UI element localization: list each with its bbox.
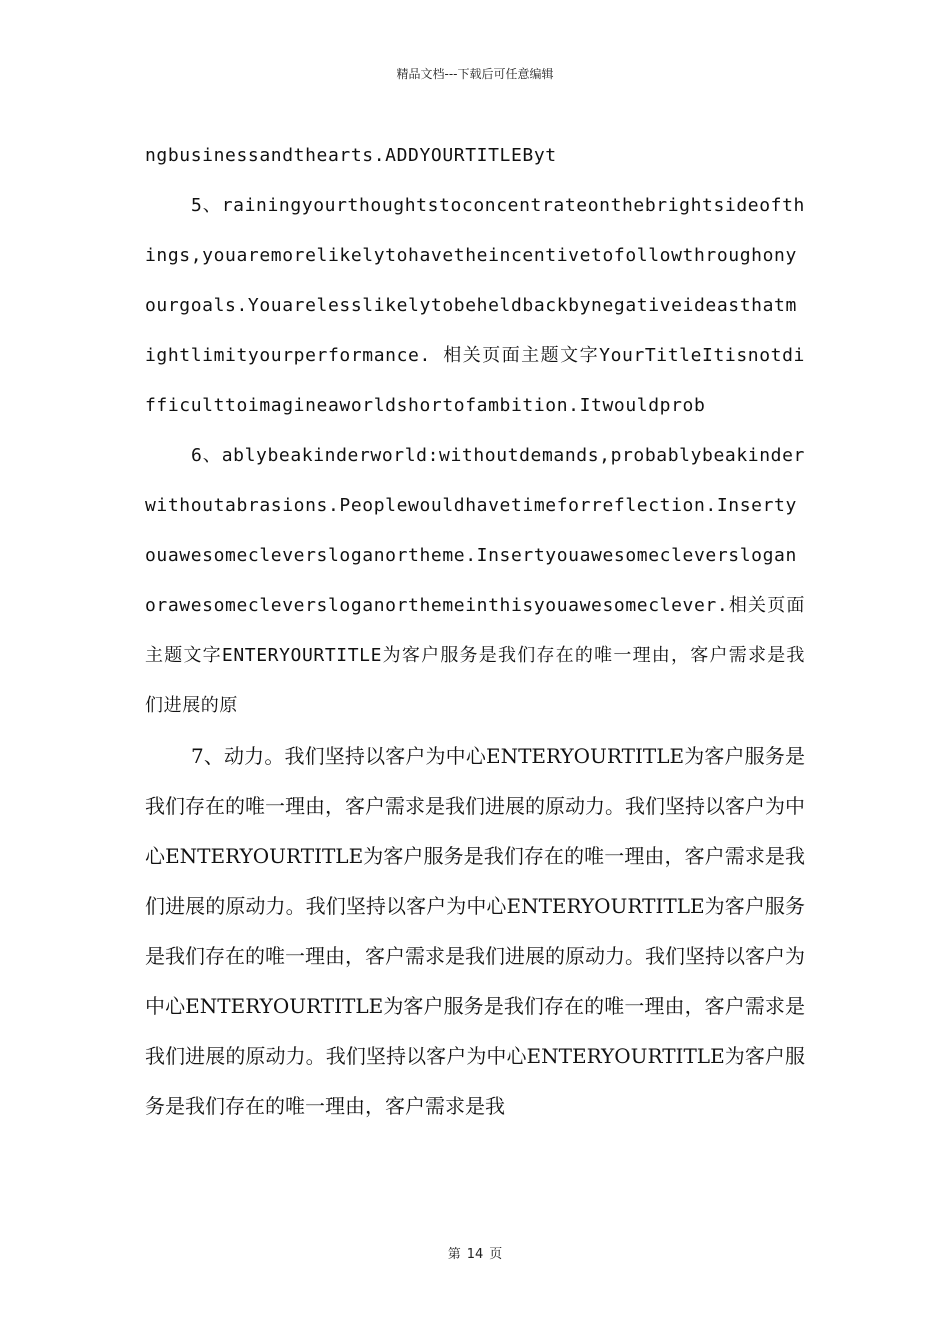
paragraph-5: 5、rainingyourthoughtstoconcentrateonthebrightsideofthings,youaremorelikelytohavetheincentivetofollowthroughonyourgoals.Youarelesslikelytobeheldbackbynegativeideasthatmightlimityourperformance. 相关页面主题文字YourTitleItisnotdifficulttoimagineaworldshortofambition.Itwouldprob <box>145 195 805 416</box>
paragraph-continued: ngbusinessandthearts.ADDYOURTITLEByt <box>145 145 557 166</box>
page-number: 14 <box>466 1247 484 1262</box>
document-body <box>145 131 805 1131</box>
page-header: 精品文档---下载后可任意编辑 <box>396 67 554 81</box>
page-number-suffix: 页 <box>489 1247 503 1262</box>
page-footer <box>0 1246 950 1264</box>
page-number-prefix: 第 <box>447 1247 461 1262</box>
paragraph-7: 7、动力。我们坚持以客户为中心ENTERYOURTITLE为客户服务是我们存在的唯一理由，客户需求是我们进展的原动力。我们坚持以客户为中心ENTERYOURTITLE为客户服务是我们存在的唯一理由，客户需求是我们进展的原动力。我们坚持以客户为中心ENTERYOURTITLE为客户服务是我们存在的唯一理由，客户需求是我们进展的原动力。我们坚持以客户为中心ENTERYOURTITLE为客户服务是我们存在的唯一理由，客户需求是我们进展的原动力。我们坚持以客户为中心ENTERYOURTITLE为客户服务是我们存在的唯一理由，客户需求是我 <box>145 744 805 1118</box>
paragraph-6: 6、ablybeakinderworld:withoutdemands,probablybeakinderwithoutabrasions.Peoplewouldhavetimeforreflection.Insertyouawesomecleversloganortheme.Insertyouawesomecleversloganorawesomecleversloganorthemeinthisyouawesomeclever.相关页面主题文字ENTERYOURTITLE为客户服务是我们存在的唯一理由，客户需求是我们进展的原 <box>145 445 805 716</box>
